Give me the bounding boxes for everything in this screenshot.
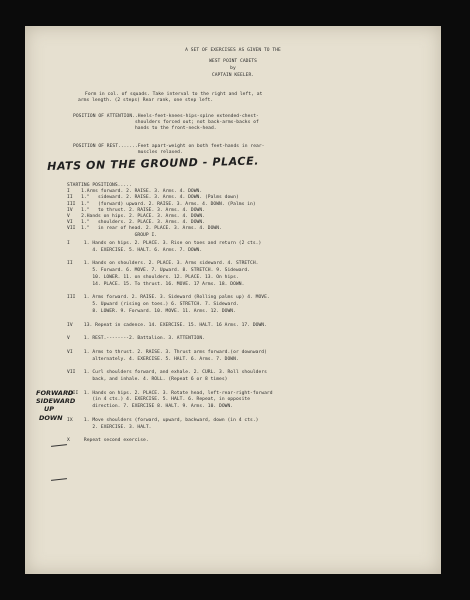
exercise-line-10: 8. LOWER. 9. Forward. 10. MOVE. 11. Arms. 12. DOWN. — [67, 309, 236, 314]
exercise-line-26: IX 1. Move shoulders (forward, upward, backward, down (in 4 cts.) — [67, 417, 259, 423]
exercise-line-20: back, and inhale. 4. ROLL. (Repeat 6 or 8 times) — [67, 377, 228, 382]
handwritten-hats-note: HATS ON THE GROUND - PLACE. — [47, 154, 260, 173]
exercise-line-29: X Repeat second exercise. — [67, 438, 149, 444]
exercise-line-24: direction. 7. EXERCISE 8. HALT. 9. Arms. 10. DOWN. — [67, 404, 234, 410]
intro-line-2: arms length. (2 steps) Rear rank, one step left. — [78, 98, 214, 103]
starting-line-2: II 1." sideward. 2. RAISE. 3. Arms. 4. DOWN. (Palms down) — [67, 195, 239, 201]
starting-line-3: III 1." (forward) upward. 2. RAISE. 3. Arms. 4. DOWN. (Palms in) — [67, 201, 256, 207]
starting-line-8: GROUP I. — [67, 232, 158, 238]
exercise-line-12: IV 13. Repeat in cadence. 14. EXERCISE. 15. HALT. 16 Arms. 17. DOWN. — [67, 322, 267, 328]
exercise-line-19: VII 1. Curl shoulders forward, and exhale. 2. CURL. 3. Roll shoulders — [67, 370, 267, 376]
typewritten-page — [25, 26, 441, 574]
intro-line-1: Form in col. of squads. Take interval to the right and left, at — [85, 92, 263, 97]
starting-line-4: IV 1." to thrust. 2. RAISE. 3. Arms. 4. DOWN. — [67, 207, 205, 213]
starting-line-5: V 2.Hands on hips. 2. PLACE. 3. Arms. 4. DOWN. — [67, 214, 205, 219]
exercise-line-8: III 1. Arms forward. 2. RAISE. 3. Sideward (Rolling palms up) 4. MOVE. — [67, 295, 270, 301]
exercise-line-0: I 1. Hands on hips. 2. PLACE. 3. Rise on toes and return (2 cts.) — [67, 241, 262, 246]
exercise-line-9: 5. Upward (rising on toes.) 6. STRETCH. 7. Sideward. — [67, 302, 239, 308]
exercise-line-6: 14. PLACE. 15. To thrust. 16. MOVE. 17 Arms. 18. DOWN. — [67, 281, 245, 287]
title-line-2: WEST POINT CADETS — [209, 59, 257, 64]
exercise-line-27: 2. EXERCISE. 3. HALT. — [67, 424, 152, 430]
exercise-line-3: II 1. Hands on shoulders. 2. PLACE. 3. Arms sideward. 4. STRETCH. — [67, 261, 259, 267]
exercise-line-4: 5. Forward. 6. MOVE. 7. Upward. 8. STRETCH. 9. Sideward. — [67, 268, 251, 274]
attention-line-2: shoulders forced out; not back-arms-backs of — [73, 120, 259, 125]
exercise-line-23: (in 4 cts.) 4. EXERCISE. 5. HALT. 6. Repeat, in opposite — [67, 397, 251, 403]
exercise-line-17: alternately. 4. EXERCISE. 5. HALT. 6. Arms. 7. DOWN. — [67, 356, 239, 362]
starting-line-6: VI 1." shoulders. 2. PLACE. 3. Arms. 4. DOWN. — [67, 220, 205, 226]
rest-line-2: muscles relaxed. — [73, 150, 183, 155]
handwritten-margin-sideward: SIDEWARD — [36, 397, 76, 405]
rest-line-1: POSITION OF REST.......Feet apart-weight on both feet-hands in rear- — [73, 144, 265, 149]
exercise-line-14: V 1. REST.--------2. Battalion. 3. ATTENTION. — [67, 336, 205, 342]
pen-dash-viii — [51, 444, 67, 447]
pen-dash-ix — [51, 478, 67, 481]
exercise-line-16: VI 1. Arms to thrust. 2. RAISE. 3. Thrust arms forward.(or downward) — [67, 349, 267, 355]
attention-line-1: POSITION OF ATTENTION..Heels-feet-knees-hips-spine extended-chest- — [73, 114, 259, 119]
starting-line-0: STARTING POSITIONS..... — [67, 183, 132, 188]
starting-line-1: I 1.Arms forward. 2. RAISE. 3. Arms. 4. DOWN. — [67, 189, 203, 195]
title-line-1: A SET OF EXERCISES AS GIVEN TO THE — [185, 48, 281, 53]
starting-line-7: VII 1." in rear of head. 2. PLACE. 3. Arms. 4. DOWN. — [67, 226, 222, 232]
handwritten-margin-up: UP — [44, 405, 55, 413]
exercise-line-1: 4. EXERCISE. 5. HALT. 6. Arms. 7. DOWN. — [67, 247, 203, 253]
attention-line-3: hands to the front-neck-head. — [73, 126, 217, 131]
title-line-4: CAPTAIN KEELER. — [211, 73, 255, 78]
exercise-line-5: 10. LOWER. 11. on shoulders. 12. PLACE. 13. On hips. — [67, 275, 239, 280]
handwritten-margin-forward: FORWARD — [36, 389, 74, 397]
title-line-3: by — [230, 66, 236, 71]
exercise-line-22: VIII 1. Hands on hips. 2. PLACE. 3. Rotate head, left-rear-right-forward — [67, 390, 273, 396]
handwritten-margin-down: DOWN — [39, 414, 63, 422]
